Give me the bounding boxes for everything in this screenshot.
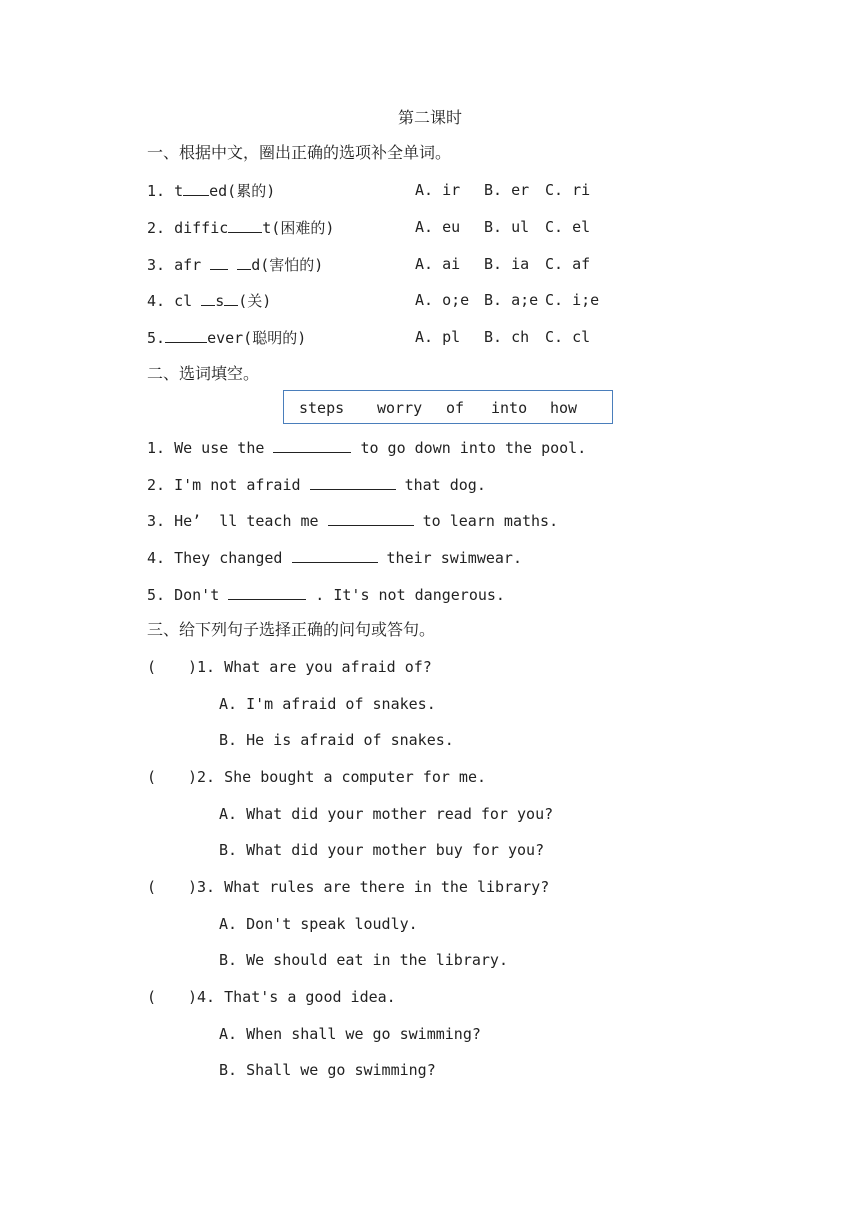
section2-heading: 二、选词填空。: [147, 364, 260, 383]
option-b[interactable]: B. ia: [484, 255, 530, 273]
fill-blank[interactable]: [165, 327, 207, 343]
s2-item-4-post: their swimwear.: [377, 549, 522, 567]
answer-paren[interactable]: (: [147, 988, 157, 1006]
s1-item-3-pre: 3. afr: [147, 256, 202, 274]
word-bank: [283, 390, 613, 424]
question-text: )2. She bought a computer for me.: [188, 768, 487, 786]
word-bank-word: worry: [377, 399, 423, 417]
option-a[interactable]: A. ai: [415, 255, 461, 273]
s1-item-5-pre: 5.: [147, 329, 166, 347]
option-c[interactable]: C. ri: [545, 181, 591, 199]
s1-item-2-post: t(困难的): [262, 219, 335, 237]
answer-paren[interactable]: (: [147, 658, 157, 676]
option-a[interactable]: A. Don't speak loudly.: [219, 915, 418, 933]
option-a[interactable]: A. eu: [415, 218, 461, 236]
option-c[interactable]: C. af: [545, 255, 591, 273]
s2-item-3-post: to learn maths.: [413, 512, 559, 530]
s2-item-3: [147, 510, 558, 531]
option-b[interactable]: B. He is afraid of snakes.: [219, 731, 454, 749]
fill-blank[interactable]: [228, 584, 306, 600]
fill-blank[interactable]: [328, 510, 414, 526]
option-b[interactable]: B. ul: [484, 218, 530, 236]
fill-blank[interactable]: [228, 217, 262, 233]
fill-blank[interactable]: [201, 290, 215, 306]
fill-blank[interactable]: [310, 474, 396, 490]
s2-item-4: [147, 547, 522, 568]
option-b[interactable]: B. ch: [484, 328, 530, 346]
section3-heading: 三、给下列句子选择正确的问句或答句。: [147, 620, 436, 639]
word-bank-word: of: [446, 399, 465, 417]
option-b[interactable]: B. What did your mother buy for you?: [219, 841, 545, 859]
option-a[interactable]: A. I'm afraid of snakes.: [219, 695, 436, 713]
page-title: 第二课时: [397, 108, 462, 127]
question-text: )1. What are you afraid of?: [188, 658, 432, 676]
fill-blank[interactable]: [224, 290, 238, 306]
option-b[interactable]: B. Shall we go swimming?: [219, 1061, 436, 1079]
s1-item-5-post: ever(聪明的): [207, 329, 307, 347]
section1-heading: 一、根据中文，圈出正确的选项补全单词。: [147, 143, 452, 162]
s1-item-5: [147, 327, 306, 348]
fill-blank[interactable]: [183, 180, 209, 196]
word-bank-word: steps: [299, 399, 345, 417]
fill-blank[interactable]: [237, 254, 251, 270]
s2-item-1-pre: 1. We use the: [147, 439, 274, 457]
option-c[interactable]: C. el: [545, 218, 591, 236]
s1-item-2-pre: 2. diffic: [147, 219, 229, 237]
s1-item-4-mid: s: [215, 292, 225, 310]
s1-item-1: [147, 180, 275, 201]
s2-item-3-pre: 3. He’ ll teach me: [147, 512, 328, 530]
option-a[interactable]: A. ir: [415, 181, 461, 199]
option-c[interactable]: C. i;e: [545, 291, 600, 309]
s2-item-2-post: that dog.: [395, 476, 486, 494]
s2-item-2-pre: 2. I'm not afraid: [147, 476, 310, 494]
option-b[interactable]: B. We should eat in the library.: [219, 951, 508, 969]
option-b[interactable]: B. er: [484, 181, 530, 199]
answer-paren[interactable]: (: [147, 768, 157, 786]
s1-item-3: [147, 254, 323, 275]
s2-item-5: [147, 584, 505, 605]
s1-item-3-post: d(害怕的): [251, 256, 324, 274]
fill-blank[interactable]: [273, 437, 351, 453]
s2-item-5-pre: 5. Don't: [147, 586, 229, 604]
option-a[interactable]: A. What did your mother read for you?: [219, 805, 554, 823]
question-text: )4. That's a good idea.: [188, 988, 396, 1006]
s2-item-1-post: to go down into the pool.: [351, 439, 587, 457]
answer-paren[interactable]: (: [147, 878, 157, 896]
s2-item-5-post: . It's not dangerous.: [306, 586, 505, 604]
s2-item-2: [147, 474, 486, 495]
question-text: )3. What rules are there in the library?: [188, 878, 550, 896]
word-bank-word: into: [491, 399, 528, 417]
option-a[interactable]: A. o;e: [415, 291, 470, 309]
s2-item-4-pre: 4. They changed: [147, 549, 292, 567]
s2-item-1: [147, 437, 586, 458]
s1-item-4-pre: 4. cl: [147, 292, 202, 310]
s1-item-2: [147, 217, 334, 238]
option-a[interactable]: A. When shall we go swimming?: [219, 1025, 481, 1043]
s1-item-1-pre: 1. t: [147, 182, 184, 200]
fill-blank[interactable]: [210, 254, 228, 270]
s1-item-1-post: ed(累的): [209, 182, 276, 200]
word-bank-word: how: [550, 399, 578, 417]
s1-item-4: [147, 290, 271, 311]
fill-blank[interactable]: [292, 547, 378, 563]
option-a[interactable]: A. pl: [415, 328, 461, 346]
option-c[interactable]: C. cl: [545, 328, 591, 346]
option-b[interactable]: B. a;e: [484, 291, 539, 309]
s1-item-4-post: (关): [238, 292, 272, 310]
